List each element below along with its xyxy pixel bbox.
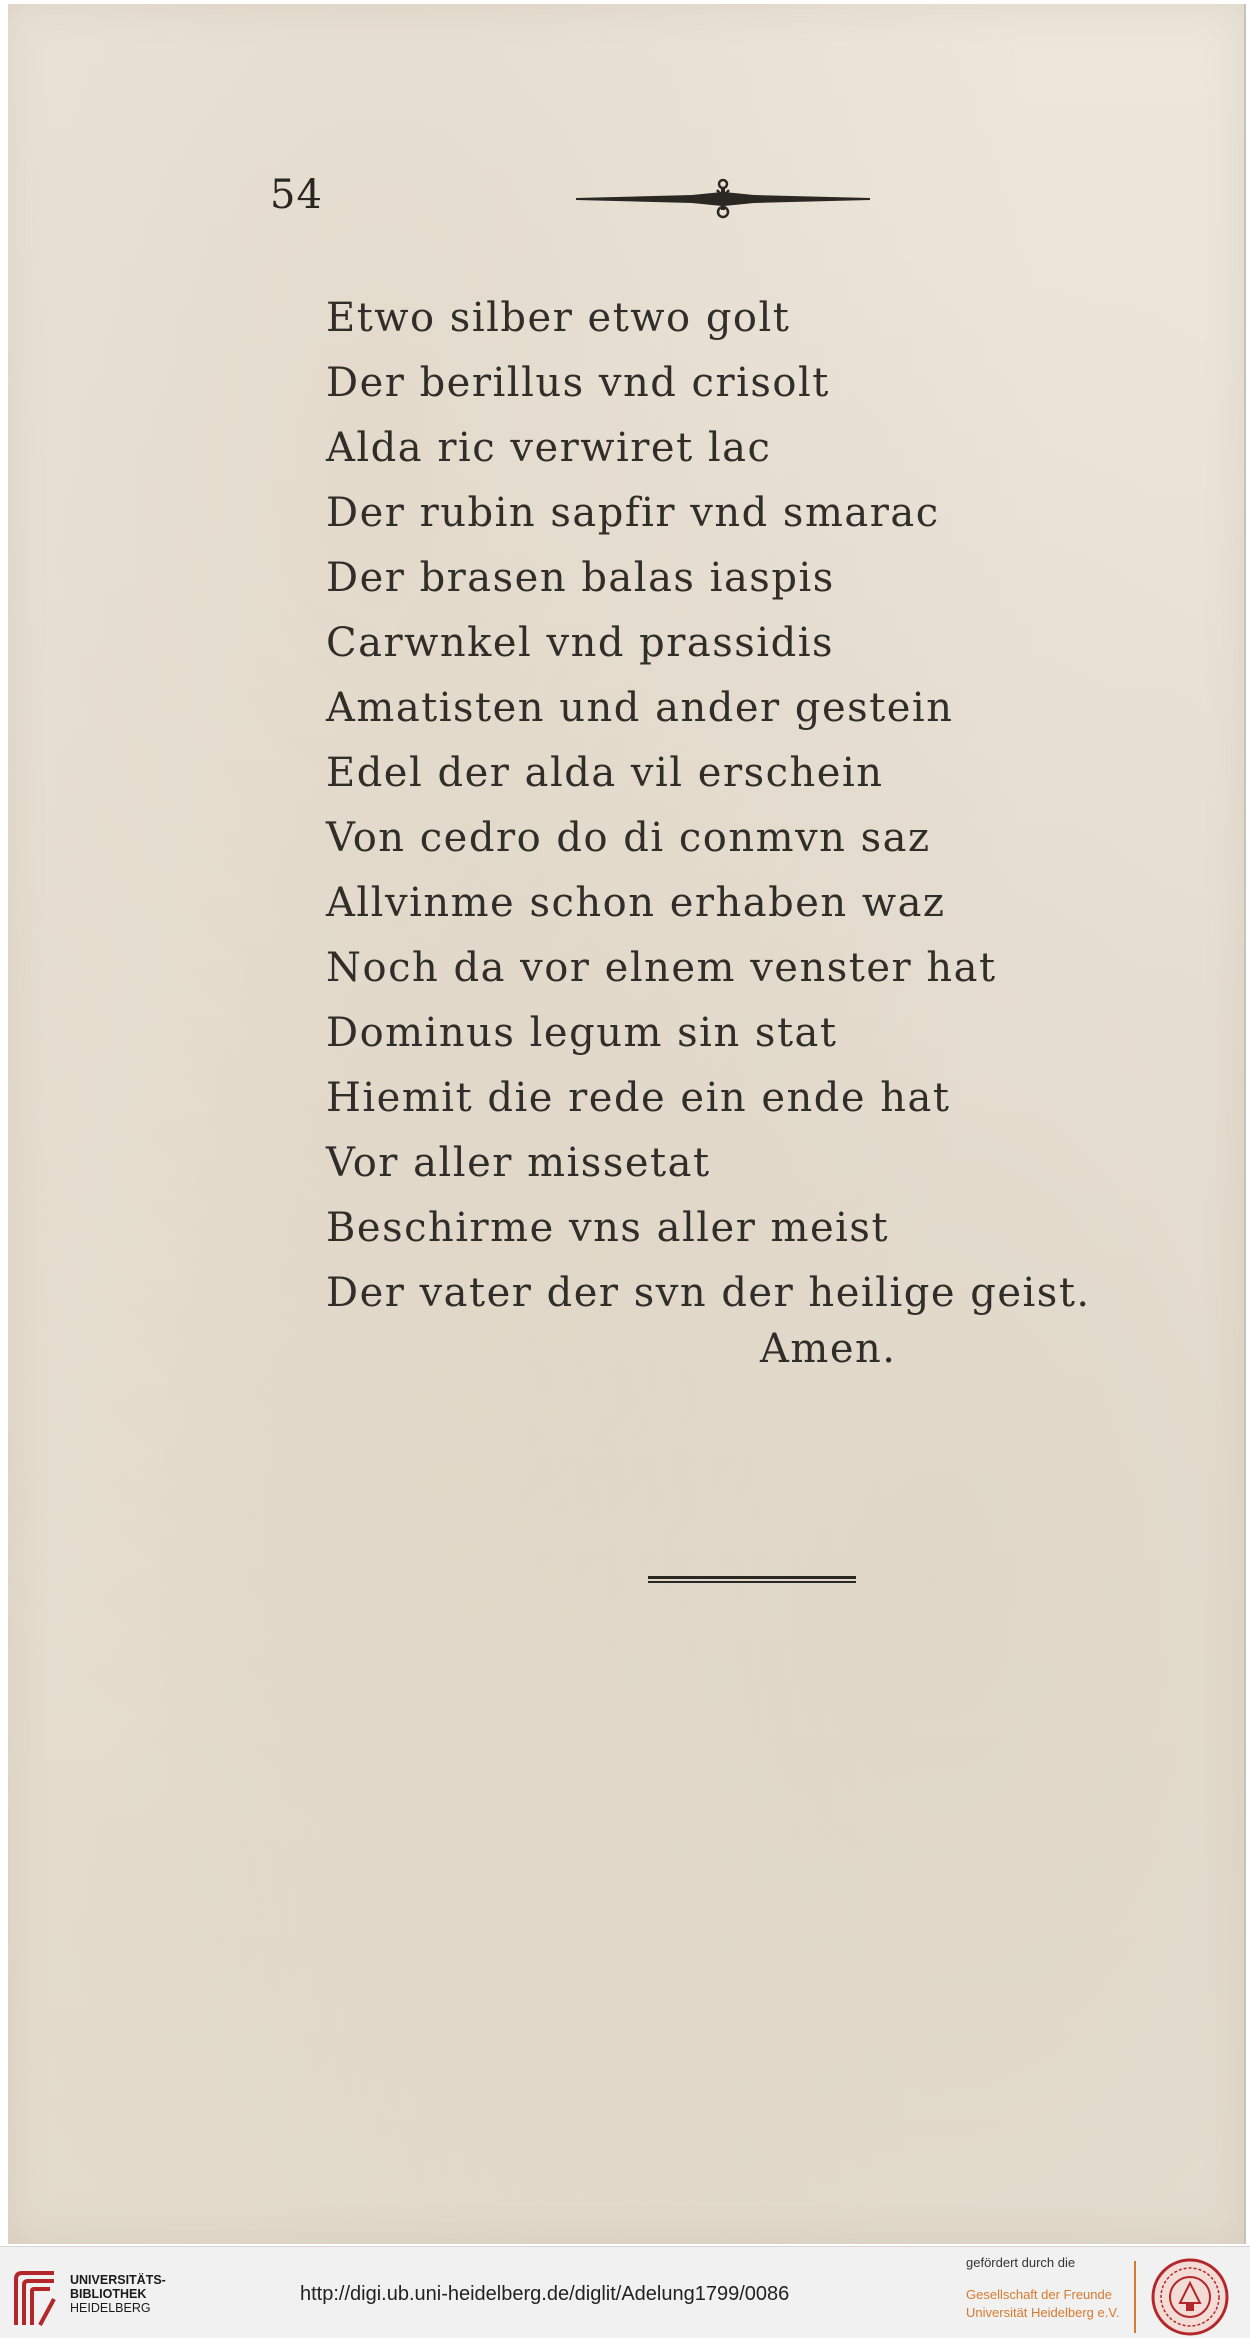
- verse-line: Beschirme vns aller meist: [326, 1205, 890, 1251]
- verse-line: Amatisten und ander gestein: [326, 685, 954, 731]
- funder-divider: [1134, 2261, 1136, 2333]
- scanned-page: [8, 4, 1246, 2244]
- verse-line: Der rubin sapfir vnd smarac: [326, 490, 940, 536]
- verse-line: Der berillus vnd crisolt: [326, 360, 830, 406]
- end-rule-icon: [648, 1574, 856, 1586]
- verse-line: Allvinme schon erhaben waz: [326, 880, 946, 926]
- closing-amen: Amen.: [760, 1326, 897, 1372]
- verse-line: Vor aller missetat: [326, 1140, 711, 1186]
- university-seal-icon: [1148, 2257, 1232, 2337]
- verse-line: Alda ric verwiret lac: [326, 425, 772, 471]
- verse-line: Etwo silber etwo golt: [326, 295, 791, 341]
- footer-bar: [0, 2246, 1250, 2338]
- verse-line: Dominus legum sin stat: [326, 1010, 838, 1056]
- poem-verses: [326, 286, 1226, 1326]
- verse-line: Von cedro do di conmvn saz: [326, 815, 931, 861]
- funded-by-label: gefördert durch die: [966, 2255, 1076, 2270]
- permalink-url[interactable]: http://digi.ub.uni-heidelberg.de/diglit/Adelung1799/0086: [300, 2283, 790, 2305]
- library-name-line: BIBLIOTHEK: [70, 2287, 147, 2301]
- funder-name: Universität Heidelberg e.V.: [966, 2305, 1120, 2320]
- verse-line: Edel der alda vil erschein: [326, 750, 884, 796]
- verse-line: Hiemit die rede ein ende hat: [326, 1075, 951, 1121]
- library-name-line: HEIDELBERG: [70, 2301, 151, 2315]
- verse-line: Der brasen balas iaspis: [326, 555, 835, 601]
- page-number: 54: [270, 172, 323, 218]
- library-name-line: UNIVERSITÄTS-: [70, 2273, 166, 2287]
- verse-line: Der vater der svn der heilige geist.: [326, 1270, 1091, 1316]
- library-name: [70, 2273, 166, 2315]
- ub-heidelberg-logo-icon: [10, 2269, 60, 2327]
- verse-line: Carwnkel vnd prassidis: [326, 620, 835, 666]
- decorative-rule-icon: [572, 176, 874, 226]
- verse-line: Noch da vor elnem venster hat: [326, 945, 997, 991]
- funder-name: Gesellschaft der Freunde: [966, 2287, 1112, 2302]
